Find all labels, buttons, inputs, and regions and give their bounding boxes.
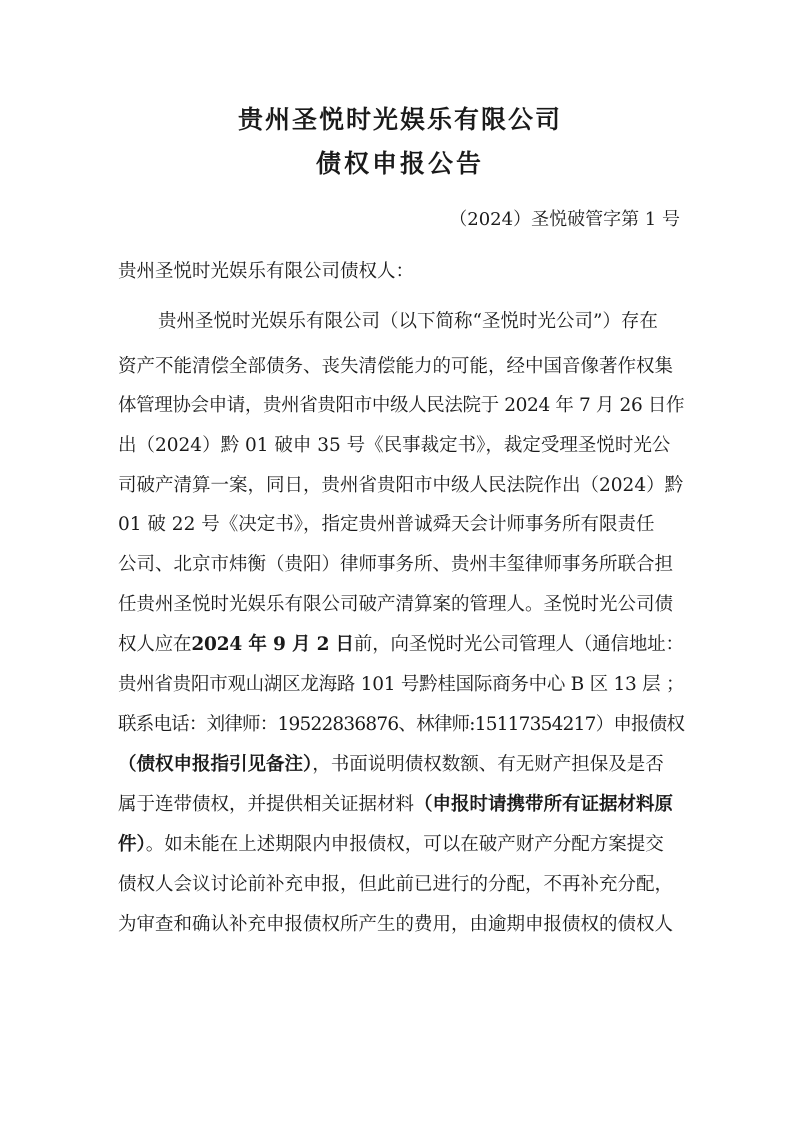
document-title: 贵州圣悦时光娱乐有限公司: [237, 105, 562, 134]
body-line: 资产不能清偿全部债务、丧失清偿能力的可能，经中国音像著作权集: [118, 356, 674, 377]
body-line: [118, 836, 664, 855]
guideline-note: （债权申报指引见备注）: [118, 754, 313, 775]
evidence-note: （申报时请携带所有证据材料原: [414, 794, 674, 815]
body-line: 联系电话：刘律师：19522836876、林律师:15117354217）申报债权: [118, 714, 685, 735]
evidence-note-end: 件）: [118, 834, 146, 855]
body-text: 权人应在: [118, 634, 192, 655]
body-line: 任贵州圣悦时光娱乐有限公司破产清算案的管理人。圣悦时光公司债: [118, 594, 674, 615]
body-line: 债权人会议讨论前补充申报，但此前已进行的分配，不再补充分配，: [118, 874, 674, 895]
body-line: 01 破 22 号《决定书》，指定贵州普诚舜天会计师事务所有限责任: [118, 514, 655, 535]
deadline-date: 2024 年 9 月 2 日: [191, 634, 354, 655]
body-line: 出（2024）黔 01 破申 35 号《民事裁定书》，裁定受理圣悦时光公: [118, 435, 671, 456]
body-line: 贵州省贵阳市观山湖区龙海路 101 号黔桂国际商务中心 B 区 13 层 ；: [118, 674, 685, 695]
body-line: 司破产清算一案，同日，贵州省贵阳市中级人民法院作出（2024）黔: [118, 475, 684, 496]
body-text: ，书面说明债权数额、有无财产担保及是否: [312, 754, 664, 775]
body-line: 为审查和确认补充申报债权所产生的费用，由逾期申报债权的债权人: [118, 914, 674, 935]
body-line: 贵州圣悦时光娱乐有限公司（以下简称“圣悦时光公司”）存在: [158, 311, 658, 332]
body-line: [118, 796, 673, 815]
body-text: 。如未能在上述期限内申报债权，可以在破产财产分配方案提交: [145, 834, 664, 855]
document-number: （2024）圣悦破管字第 1 号: [449, 209, 680, 230]
document-subtitle: 债权申报公告: [315, 149, 484, 178]
body-line: [118, 636, 684, 655]
salutation: 贵州圣悦时光娱乐有限公司债权人：: [118, 261, 415, 282]
body-text: 前，向圣悦时光公司管理人（通信地址：: [353, 634, 684, 655]
body-text: 属于连带债权，并提供相关证据材料: [118, 794, 415, 815]
body-line: 体管理协会申请，贵州省贵阳市中级人民法院于 2024 年 7 月 26 日作: [118, 395, 685, 416]
body-line: 公司、北京市炜衡（贵阳）律师事务所、贵州丰玺律师事务所联合担: [118, 554, 674, 575]
body-line: [118, 756, 664, 775]
